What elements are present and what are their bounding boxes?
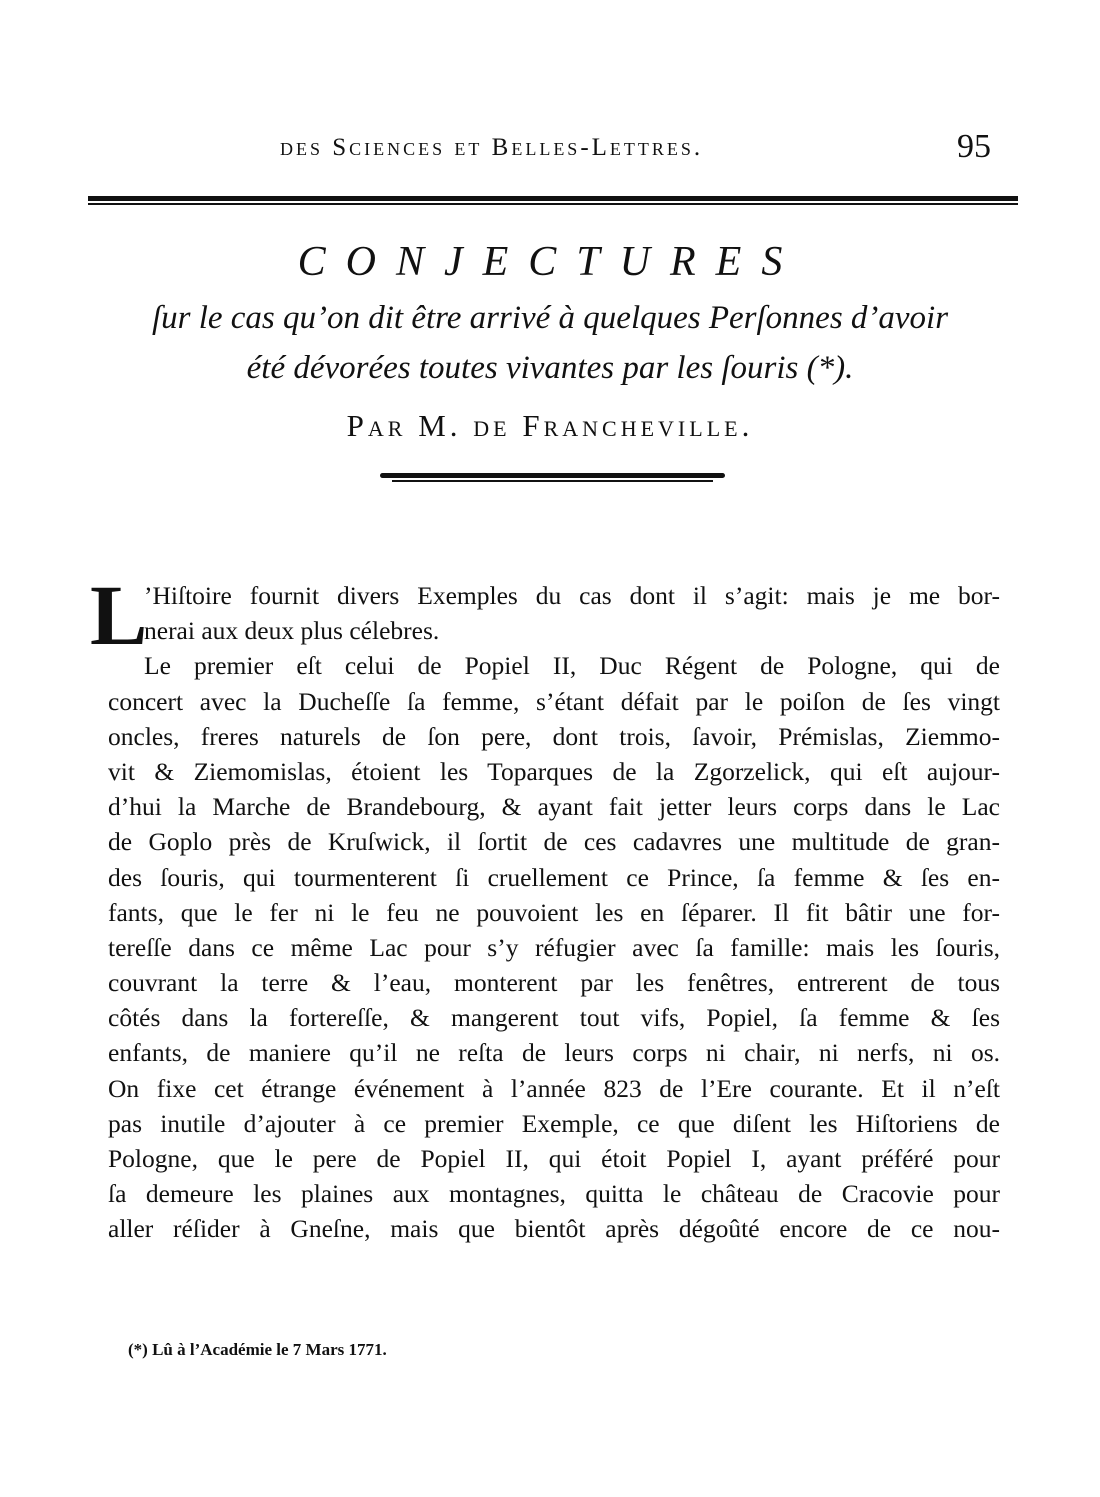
body-line: oncles, freres naturels de ſon pere, dont trois, ſavoir, Prémislas, Ziemmo-	[108, 721, 1000, 751]
body-line: fants, que le fer ni le feu ne pouvoient les en ſéparer. Il fit bâtir une for-	[108, 897, 1000, 927]
body-line: vit & Ziemomislas, étoient les Toparques de la Zgorzelick, qui eſt aujour-	[108, 756, 1000, 786]
body-line: enfants, de maniere qu’il ne reſta de leurs corps ni chair, ni nerfs, ni os.	[108, 1038, 1000, 1068]
body-line: concert avec la Ducheſſe ſa femme, s’étant défait par le poiſon de ſes vingt	[108, 686, 1000, 716]
running-head: des Sciences et Belles-Lettres.	[280, 134, 704, 161]
article-byline: Par M. de Francheville.	[346, 408, 754, 443]
article-subtitle-line-1: ſur le cas qu’on dit être arrivé à quelques Perſonnes d’avoir	[151, 300, 949, 336]
header-rule-thick	[88, 196, 1018, 201]
article-title: CONJECTURES	[297, 239, 803, 285]
body-line: côtés dans la fortereſſe, & mangerent tout vifs, Popiel, ſa femme & ſes	[108, 1003, 1000, 1033]
body-line: Pologne, que le pere de Popiel II, qui étoit Popiel I, ayant préféré pour	[108, 1144, 1000, 1173]
body-line: de Goplo près de Kruſwick, il ſortit de ces cadavres une multitude de gran-	[108, 827, 1000, 857]
body-line: ’Hiſtoire fournit divers Exemples du cas dont il s’agit: mais je me bor-	[144, 581, 1000, 610]
body-line: Le premier eſt celui de Popiel II, Duc Régent de Pologne, qui de	[144, 651, 1000, 681]
body-line: des ſouris, qui tourmenterent ſi cruellement ce Prince, ſa femme & ſes en-	[108, 862, 1000, 892]
body-line: nerai aux deux plus célebres.	[144, 616, 440, 646]
body-text	[90, 567, 1000, 1247]
header-rule	[88, 196, 1018, 205]
article-subtitle-line-2: été dévorées toutes vivantes par les ſouris (*).	[246, 350, 854, 386]
header-rule-thin	[88, 203, 1018, 205]
title-rule-thick	[380, 473, 725, 478]
body-line: tereſſe dans ce même Lac pour s’y réfugier avec ſa famille: mais les ſouris,	[108, 932, 1000, 962]
title-rule	[380, 473, 725, 482]
drop-cap: L	[90, 567, 148, 663]
body-line: ſa demeure les plaines aux montagnes, quitta le château de Cracovie pour	[108, 1179, 1000, 1209]
body-line: couvrant la terre & l’eau, monterent par les fenêtres, entrerent de tous	[108, 968, 1000, 998]
body-line: On fixe cet étrange événement à l’année 823 de l’Ere courante. Et il n’eſt	[108, 1073, 1000, 1103]
page-number: 95	[957, 128, 991, 165]
body-line: d’hui la Marche de Brandebourg, & ayant fait jetter leurs corps dans le Lac	[108, 792, 1000, 822]
body-line: pas inutile d’ajouter à ce premier Exemple, ce que diſent les Hiſtoriens de	[108, 1108, 1000, 1138]
body-line: aller réſider à Gneſne, mais que bientôt après dégoûté encore de ce nou-	[108, 1214, 1000, 1244]
title-rule-thin	[392, 480, 713, 482]
footnote: (*) Lû à l’Académie le 7 Mars 1771.	[128, 1340, 387, 1359]
